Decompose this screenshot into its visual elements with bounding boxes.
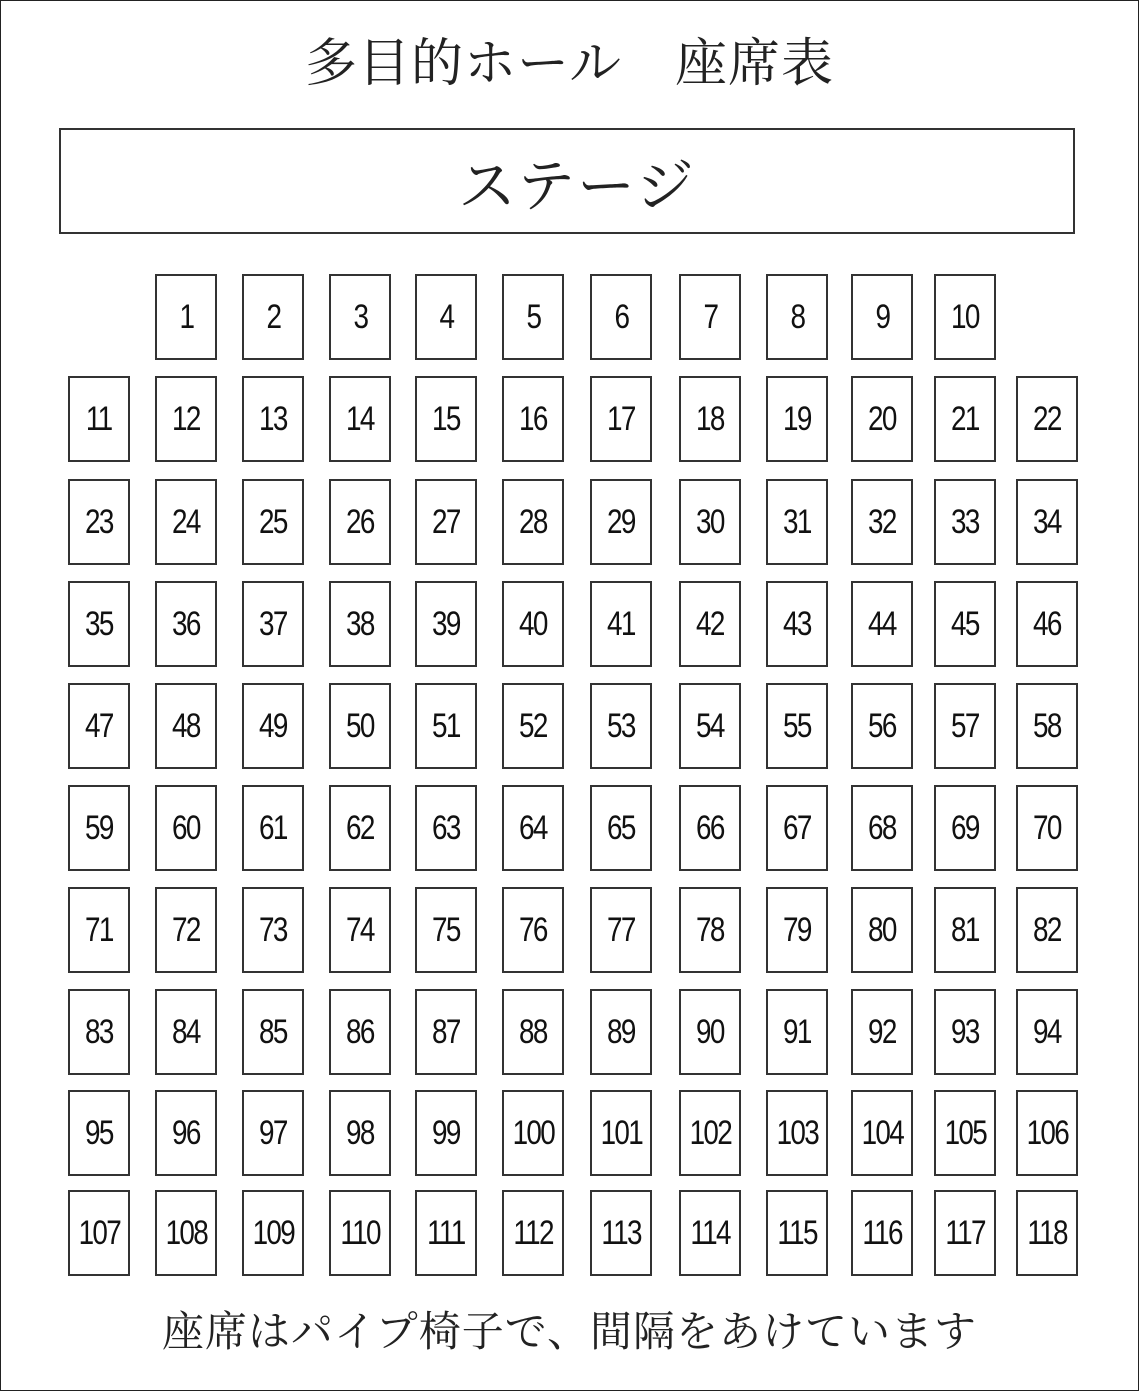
seat-number: 46 <box>1033 604 1061 643</box>
seat-number: 16 <box>519 399 547 438</box>
seat-number: 1 <box>179 297 193 336</box>
seat-94[interactable] <box>1016 989 1078 1075</box>
seat-number: 69 <box>951 808 979 847</box>
seat-number: 71 <box>85 910 113 949</box>
seat-number: 23 <box>85 502 113 541</box>
seat-24[interactable] <box>155 479 217 565</box>
seat-8[interactable] <box>766 274 828 360</box>
seat-52[interactable] <box>502 683 564 769</box>
seat-103[interactable] <box>766 1090 828 1176</box>
seat-number: 51 <box>432 706 460 745</box>
seat-number: 37 <box>259 604 287 643</box>
seat-number: 111 <box>427 1213 465 1252</box>
seat-45[interactable] <box>934 581 996 667</box>
seat-117[interactable] <box>934 1190 996 1276</box>
seat-113[interactable] <box>590 1190 652 1276</box>
seat-43[interactable] <box>766 581 828 667</box>
seat-number: 54 <box>696 706 724 745</box>
seat-101[interactable] <box>590 1090 652 1176</box>
seat-1[interactable] <box>155 274 217 360</box>
seat-48[interactable] <box>155 683 217 769</box>
seat-number: 75 <box>432 910 460 949</box>
seat-number: 31 <box>783 502 811 541</box>
seat-number: 13 <box>259 399 287 438</box>
seat-number: 64 <box>519 808 547 847</box>
seat-number: 104 <box>861 1113 903 1152</box>
seat-83[interactable] <box>68 989 130 1075</box>
seat-number: 19 <box>783 399 811 438</box>
seat-number: 85 <box>259 1012 287 1051</box>
seat-number: 68 <box>868 808 896 847</box>
seat-66[interactable] <box>679 785 741 871</box>
seat-number: 34 <box>1033 502 1061 541</box>
seat-109[interactable] <box>242 1190 304 1276</box>
seat-25[interactable] <box>242 479 304 565</box>
seat-105[interactable] <box>934 1090 996 1176</box>
seat-107[interactable] <box>68 1190 130 1276</box>
seat-number: 9 <box>875 297 889 336</box>
seat-number: 56 <box>868 706 896 745</box>
seat-number: 105 <box>944 1113 986 1152</box>
seat-29[interactable] <box>590 479 652 565</box>
seat-number: 81 <box>951 910 979 949</box>
seat-number: 49 <box>259 706 287 745</box>
seat-9[interactable] <box>851 274 913 360</box>
seat-81[interactable] <box>934 887 996 973</box>
seat-116[interactable] <box>851 1190 913 1276</box>
seat-73[interactable] <box>242 887 304 973</box>
seat-54[interactable] <box>679 683 741 769</box>
seat-62[interactable] <box>329 785 391 871</box>
seat-84[interactable] <box>155 989 217 1075</box>
seat-number: 76 <box>519 910 547 949</box>
seat-106[interactable] <box>1016 1090 1078 1176</box>
seat-number: 40 <box>519 604 547 643</box>
seat-88[interactable] <box>502 989 564 1075</box>
seat-number: 106 <box>1026 1113 1068 1152</box>
seat-95[interactable] <box>68 1090 130 1176</box>
seat-number: 98 <box>346 1113 374 1152</box>
seat-13[interactable] <box>242 376 304 462</box>
seat-40[interactable] <box>502 581 564 667</box>
seat-96[interactable] <box>155 1090 217 1176</box>
seat-30[interactable] <box>679 479 741 565</box>
seat-number: 79 <box>783 910 811 949</box>
seat-12[interactable] <box>155 376 217 462</box>
seat-number: 8 <box>790 297 804 336</box>
seat-number: 39 <box>432 604 460 643</box>
seat-34[interactable] <box>1016 479 1078 565</box>
seat-number: 83 <box>85 1012 113 1051</box>
seat-number: 96 <box>172 1113 200 1152</box>
seat-104[interactable] <box>851 1090 913 1176</box>
seat-14[interactable] <box>329 376 391 462</box>
stage-label: ステージ <box>458 152 696 220</box>
seat-115[interactable] <box>766 1190 828 1276</box>
seat-number: 91 <box>783 1012 811 1051</box>
seat-23[interactable] <box>68 479 130 565</box>
seat-102[interactable] <box>679 1090 741 1176</box>
seat-32[interactable] <box>851 479 913 565</box>
seat-number: 101 <box>600 1113 642 1152</box>
seat-55[interactable] <box>766 683 828 769</box>
seat-number: 117 <box>945 1213 985 1252</box>
seat-74[interactable] <box>329 887 391 973</box>
seat-50[interactable] <box>329 683 391 769</box>
seat-36[interactable] <box>155 581 217 667</box>
seat-31[interactable] <box>766 479 828 565</box>
seat-number: 2 <box>266 297 280 336</box>
seat-18[interactable] <box>679 376 741 462</box>
seat-91[interactable] <box>766 989 828 1075</box>
seat-number: 24 <box>172 502 200 541</box>
seat-87[interactable] <box>415 989 477 1075</box>
seat-65[interactable] <box>590 785 652 871</box>
seat-number: 36 <box>172 604 200 643</box>
seat-number: 107 <box>78 1213 120 1252</box>
seat-number: 89 <box>607 1012 635 1051</box>
seat-number: 33 <box>951 502 979 541</box>
seat-number: 103 <box>776 1113 818 1152</box>
seat-80[interactable] <box>851 887 913 973</box>
seat-51[interactable] <box>415 683 477 769</box>
seat-17[interactable] <box>590 376 652 462</box>
seat-60[interactable] <box>155 785 217 871</box>
seat-number: 115 <box>777 1213 817 1252</box>
seat-5[interactable] <box>502 274 564 360</box>
seat-67[interactable] <box>766 785 828 871</box>
seat-number: 92 <box>868 1012 896 1051</box>
seat-number: 62 <box>346 808 374 847</box>
seat-15[interactable] <box>415 376 477 462</box>
seat-98[interactable] <box>329 1090 391 1176</box>
seat-number: 88 <box>519 1012 547 1051</box>
seat-number: 99 <box>432 1113 460 1152</box>
seat-2[interactable] <box>242 274 304 360</box>
seat-number: 80 <box>868 910 896 949</box>
seat-number: 21 <box>951 399 979 438</box>
seat-number: 100 <box>512 1113 554 1152</box>
seat-70[interactable] <box>1016 785 1078 871</box>
seat-100[interactable] <box>502 1090 564 1176</box>
seat-number: 4 <box>439 297 453 336</box>
seat-number: 63 <box>432 808 460 847</box>
seat-number: 82 <box>1033 910 1061 949</box>
seat-99[interactable] <box>415 1090 477 1176</box>
seat-42[interactable] <box>679 581 741 667</box>
seat-number: 67 <box>783 808 811 847</box>
seat-7[interactable] <box>679 274 741 360</box>
seat-19[interactable] <box>766 376 828 462</box>
seat-number: 32 <box>868 502 896 541</box>
seat-number: 55 <box>783 706 811 745</box>
seat-number: 14 <box>346 399 374 438</box>
seat-41[interactable] <box>590 581 652 667</box>
seat-number: 27 <box>432 502 460 541</box>
seat-37[interactable] <box>242 581 304 667</box>
seat-53[interactable] <box>590 683 652 769</box>
seat-111[interactable] <box>415 1190 477 1276</box>
seat-number: 73 <box>259 910 287 949</box>
seat-114[interactable] <box>679 1190 741 1276</box>
seat-56[interactable] <box>851 683 913 769</box>
seat-number: 109 <box>252 1213 294 1252</box>
seat-number: 3 <box>353 297 367 336</box>
seat-number: 22 <box>1033 399 1061 438</box>
seat-33[interactable] <box>934 479 996 565</box>
seat-63[interactable] <box>415 785 477 871</box>
seat-number: 28 <box>519 502 547 541</box>
seat-75[interactable] <box>415 887 477 973</box>
seat-22[interactable] <box>1016 376 1078 462</box>
seat-number: 15 <box>432 399 460 438</box>
seat-6[interactable] <box>590 274 652 360</box>
seat-28[interactable] <box>502 479 564 565</box>
seat-number: 5 <box>526 297 540 336</box>
seat-number: 30 <box>696 502 724 541</box>
seat-number: 35 <box>85 604 113 643</box>
seat-number: 118 <box>1027 1213 1067 1252</box>
seat-76[interactable] <box>502 887 564 973</box>
seat-number: 116 <box>862 1213 902 1252</box>
seat-59[interactable] <box>68 785 130 871</box>
seat-number: 48 <box>172 706 200 745</box>
seat-20[interactable] <box>851 376 913 462</box>
seat-118[interactable] <box>1016 1190 1078 1276</box>
seat-number: 110 <box>340 1213 380 1252</box>
seat-79[interactable] <box>766 887 828 973</box>
seat-number: 38 <box>346 604 374 643</box>
seat-71[interactable] <box>68 887 130 973</box>
seat-number: 17 <box>607 399 635 438</box>
seat-58[interactable] <box>1016 683 1078 769</box>
seat-number: 72 <box>172 910 200 949</box>
footer-note: 座席はパイプ椅子で、間隔をあけています <box>162 1307 977 1356</box>
seat-number: 95 <box>85 1113 113 1152</box>
seat-82[interactable] <box>1016 887 1078 973</box>
seat-4[interactable] <box>415 274 477 360</box>
seat-number: 58 <box>1033 706 1061 745</box>
seat-number: 11 <box>86 399 112 438</box>
seat-69[interactable] <box>934 785 996 871</box>
seat-number: 44 <box>868 604 896 643</box>
seat-10[interactable] <box>934 274 996 360</box>
seat-number: 25 <box>259 502 287 541</box>
seat-16[interactable] <box>502 376 564 462</box>
page-title: 多目的ホール 座席表 <box>305 34 834 94</box>
seat-number: 20 <box>868 399 896 438</box>
seat-number: 113 <box>601 1213 641 1252</box>
seat-number: 53 <box>607 706 635 745</box>
seat-number: 59 <box>85 808 113 847</box>
seat-number: 47 <box>85 706 113 745</box>
seat-number: 43 <box>783 604 811 643</box>
seat-61[interactable] <box>242 785 304 871</box>
seat-number: 7 <box>703 297 717 336</box>
seat-39[interactable] <box>415 581 477 667</box>
seat-number: 93 <box>951 1012 979 1051</box>
seat-number: 114 <box>690 1213 730 1252</box>
seat-number: 84 <box>172 1012 200 1051</box>
seat-35[interactable] <box>68 581 130 667</box>
seat-38[interactable] <box>329 581 391 667</box>
seat-number: 86 <box>346 1012 374 1051</box>
seat-number: 61 <box>259 808 287 847</box>
seat-number: 29 <box>607 502 635 541</box>
seat-number: 42 <box>696 604 724 643</box>
seat-number: 94 <box>1033 1012 1061 1051</box>
seat-number: 26 <box>346 502 374 541</box>
seat-number: 45 <box>951 604 979 643</box>
seat-93[interactable] <box>934 989 996 1075</box>
seat-number: 60 <box>172 808 200 847</box>
seat-44[interactable] <box>851 581 913 667</box>
seat-27[interactable] <box>415 479 477 565</box>
seat-number: 18 <box>696 399 724 438</box>
seat-92[interactable] <box>851 989 913 1075</box>
seat-number: 112 <box>513 1213 553 1252</box>
seat-number: 52 <box>519 706 547 745</box>
seat-number: 74 <box>346 910 374 949</box>
seat-97[interactable] <box>242 1090 304 1176</box>
seat-number: 90 <box>696 1012 724 1051</box>
seat-number: 65 <box>607 808 635 847</box>
seat-78[interactable] <box>679 887 741 973</box>
seat-21[interactable] <box>934 376 996 462</box>
seat-68[interactable] <box>851 785 913 871</box>
seat-number: 87 <box>432 1012 460 1051</box>
seat-number: 102 <box>689 1113 731 1152</box>
seat-77[interactable] <box>590 887 652 973</box>
seat-number: 50 <box>346 706 374 745</box>
seat-number: 41 <box>607 604 635 643</box>
seat-number: 108 <box>165 1213 207 1252</box>
seat-26[interactable] <box>329 479 391 565</box>
seat-112[interactable] <box>502 1190 564 1276</box>
seat-3[interactable] <box>329 274 391 360</box>
seat-number: 6 <box>614 297 628 336</box>
seat-number: 10 <box>951 297 979 336</box>
seat-number: 97 <box>259 1113 287 1152</box>
seat-110[interactable] <box>329 1190 391 1276</box>
seat-number: 70 <box>1033 808 1061 847</box>
seat-46[interactable] <box>1016 581 1078 667</box>
seat-11[interactable] <box>68 376 130 462</box>
seat-49[interactable] <box>242 683 304 769</box>
seat-108[interactable] <box>155 1190 217 1276</box>
seat-86[interactable] <box>329 989 391 1075</box>
seat-number: 77 <box>607 910 635 949</box>
seat-number: 57 <box>951 706 979 745</box>
seat-64[interactable] <box>502 785 564 871</box>
seat-89[interactable] <box>590 989 652 1075</box>
seat-85[interactable] <box>242 989 304 1075</box>
seat-72[interactable] <box>155 887 217 973</box>
seat-number: 78 <box>696 910 724 949</box>
seat-57[interactable] <box>934 683 996 769</box>
seat-number: 66 <box>696 808 724 847</box>
seat-number: 12 <box>172 399 200 438</box>
seat-47[interactable] <box>68 683 130 769</box>
seat-90[interactable] <box>679 989 741 1075</box>
